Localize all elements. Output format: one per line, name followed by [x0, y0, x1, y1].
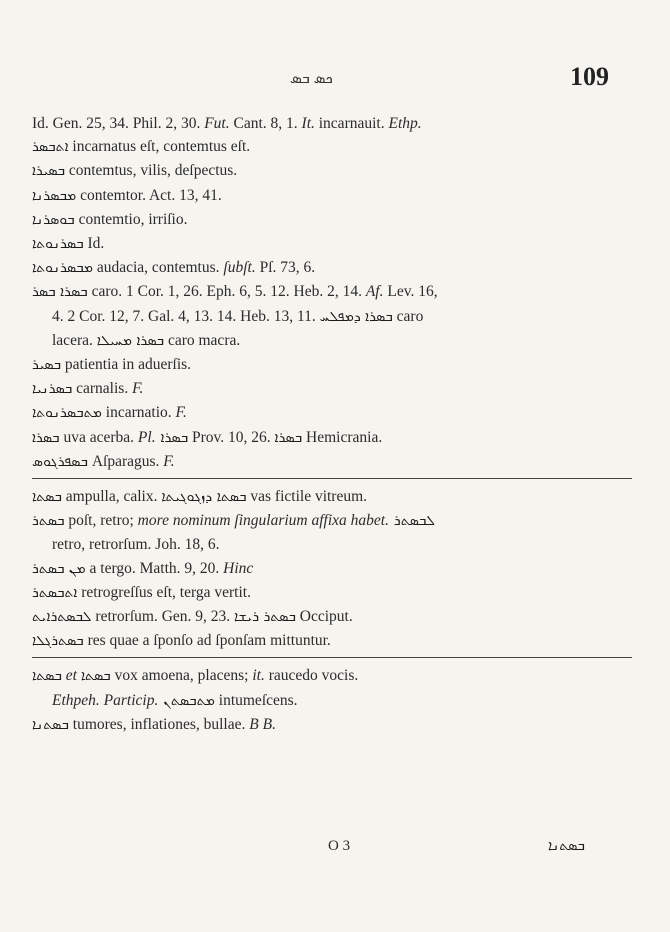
definition-text: poſt, retro;	[64, 512, 138, 530]
page-footer	[32, 838, 632, 862]
syriac-headword: ܒܣܝܪ	[32, 357, 62, 374]
catchword: ܒܣܬܢܐ	[548, 838, 585, 854]
syriac-headword: ܒܣܦܪܓܘܣ	[32, 453, 88, 470]
syriac-headword: ܒܣܪܐ ܒܣܪ	[32, 284, 88, 301]
definition-text: incarnauit.	[314, 115, 389, 132]
definition-text: res quae a ſponſo ad ſponſam mittuntur.	[83, 632, 331, 650]
italic-note: Ethpeh. Particip.	[52, 691, 159, 709]
syriac-headword: ܐܬܒܣܬܪ	[32, 584, 78, 601]
syriac-headword: ܡܒܣܪܢܘܬܐ	[32, 260, 93, 277]
italic-note: et	[61, 667, 81, 685]
syriac-headword: ܒܣܪܐ ܡܚܝܠܐ	[96, 332, 165, 349]
syriac-headword: ܒܣܪܢܝܐ	[32, 381, 73, 398]
entry-line	[32, 713, 632, 737]
running-title: ܟܣ ܒܣ	[290, 71, 333, 87]
syriac-headword: ܡܒܣܪܢܐ	[32, 187, 77, 204]
italic-note: it.	[252, 667, 265, 685]
definition-text: Id.	[83, 235, 105, 253]
italic-note: ſubſt.	[223, 259, 256, 277]
entry-line	[32, 401, 632, 425]
definition-text: tumores, inflationes, bullae.	[68, 715, 250, 733]
definition-text: contemtus, vilis, deſpectus.	[64, 162, 238, 180]
italic-note: more nominum ſingularium affixa habet.	[137, 512, 389, 530]
definition-text: Occiput.	[295, 608, 353, 626]
syriac-headword: ܒܣܪܐ ܕܡܦܠܚ	[319, 308, 393, 325]
entry-line	[32, 353, 632, 377]
entry-line	[32, 664, 632, 688]
definition-text: patientia in aduerſis.	[61, 356, 192, 374]
entry-line	[32, 581, 632, 605]
page-number: 109	[570, 62, 609, 91]
syriac-headword: ܡܬܒܣܪܢܘܬܐ	[32, 405, 102, 422]
entry-line	[32, 509, 632, 533]
definition-text: vas fictile vitreum.	[246, 488, 368, 506]
entry-line	[32, 689, 632, 713]
entry-line	[32, 629, 632, 653]
definition-text: caro macra.	[164, 331, 241, 349]
entry-line	[32, 533, 632, 556]
definition-text: ampulla, calix.	[61, 488, 162, 506]
syriac-headword: ܒܣܬܢܐ	[32, 716, 69, 733]
definition-text: carnalis.	[72, 380, 133, 398]
entry-line	[32, 232, 632, 256]
section-rule	[32, 478, 632, 479]
entry-line	[32, 208, 632, 232]
italic-note: F.	[132, 380, 144, 398]
syriac-headword: ܒܣܪܢܘܬܐ	[32, 236, 84, 253]
syriac-headword: ܒܣܬܪ ܪܝܫܐ	[234, 609, 296, 626]
definition-text: caro. 1 Cor. 1, 26. Eph. 6, 5. 12. Heb. 2, 14.	[87, 283, 366, 301]
italic-note: F.	[163, 452, 175, 470]
entry-line	[32, 184, 632, 208]
syriac-headword: ܡܬܒܣܬܢ	[158, 692, 215, 709]
definition-text: incarnatio.	[101, 404, 176, 422]
syriac-headword: ܒܣܬܐ	[32, 668, 62, 685]
syriac-headword: ܒܣܪܐ	[155, 429, 189, 446]
entry-line	[32, 305, 632, 329]
syriac-headword: ܠܒܣܬܪܐܝܬ	[32, 609, 92, 626]
definition-text: uva acerba.	[59, 428, 138, 446]
definition-text: audacia, contemtus.	[92, 259, 224, 277]
italic-note: It.	[301, 115, 315, 132]
definition-text: retro, retrorſum. Joh. 18, 6.	[52, 536, 220, 554]
definition-text: incarnatus eſt, contemtus eſt.	[68, 138, 251, 156]
entry-line	[32, 159, 632, 183]
italic-note: B B.	[249, 715, 276, 733]
entry-line	[32, 426, 632, 450]
syriac-headword: ܒܣܝܪܐ	[32, 163, 65, 180]
italic-note: Af.	[365, 283, 384, 301]
definition-text: Prov. 10, 26.	[188, 428, 275, 446]
syriac-headword: ܒܣܬܐ	[80, 668, 111, 685]
definition-text: Hemicrania.	[302, 428, 383, 446]
entry-line	[32, 485, 632, 509]
definition-text: retrorſum. Gen. 9, 23.	[91, 608, 235, 626]
italic-note: Pl.	[137, 428, 156, 446]
definition-text: Aſparagus.	[87, 452, 164, 470]
definition-text: raucedo vocis.	[264, 667, 359, 685]
definition-text: Pſ. 73, 6.	[255, 259, 316, 277]
definition-text: lacera.	[52, 331, 97, 349]
italic-note: Hinc	[223, 559, 254, 577]
syriac-headword: ܒܘܣܪܢܐ	[32, 211, 75, 228]
syriac-headword: ܒܣܬܪܓܠܐ	[32, 633, 84, 650]
entry-line	[32, 135, 632, 159]
entry-line	[32, 605, 632, 629]
page-header	[0, 62, 670, 102]
entry-line	[32, 450, 632, 474]
italic-note: Ethp.	[388, 115, 422, 132]
entry-line	[32, 256, 632, 280]
definition-text: Lev. 16,	[383, 283, 438, 301]
entry-line	[32, 377, 632, 401]
syriac-headword: ܒܣܬܐ	[32, 489, 62, 506]
section-rule	[32, 657, 632, 658]
definition-text: contemtor. Act. 13, 41.	[76, 186, 222, 204]
definition-text: 4. 2 Cor. 12, 7. Gal. 4, 13. 14. Heb. 13, 11.	[52, 307, 320, 325]
syriac-headword: ܡܢ ܒܣܬܪ	[32, 560, 86, 577]
syriac-headword: ܠܒܣܬܪ	[388, 513, 436, 530]
italic-note: Fut.	[204, 115, 230, 132]
definition-text: Cant. 8, 1.	[229, 115, 302, 132]
entry-line	[32, 329, 632, 353]
definition-text: Id. Gen. 25, 34. Phil. 2, 30.	[32, 115, 205, 132]
syriac-headword: ܒܣܬܐ ܕܙܓܘܓܝܬܐ	[161, 489, 247, 506]
entry-line	[32, 557, 632, 581]
syriac-headword: ܒܣܪܐ	[32, 429, 60, 446]
lexicon-entries	[32, 112, 632, 737]
signature-mark: O 3	[328, 838, 351, 854]
syriac-headword: ܐܬܒܣܪ	[32, 139, 69, 156]
entry-line	[32, 280, 632, 304]
definition-text: intumeſcens.	[214, 691, 298, 709]
syriac-headword: ܒܣܬܪ	[32, 513, 65, 530]
entry-line	[32, 112, 632, 135]
italic-note: F.	[175, 404, 187, 422]
definition-text: caro	[392, 307, 424, 325]
definition-text: a tergo. Matth. 9, 20.	[85, 559, 224, 577]
syriac-headword: ܒܣܪܐ	[274, 429, 303, 446]
definition-text: vox amoena, placens;	[110, 667, 253, 685]
definition-text: contemtio, irriſio.	[74, 210, 188, 228]
definition-text: retrogreſſus eſt, terga vertit.	[77, 583, 251, 601]
